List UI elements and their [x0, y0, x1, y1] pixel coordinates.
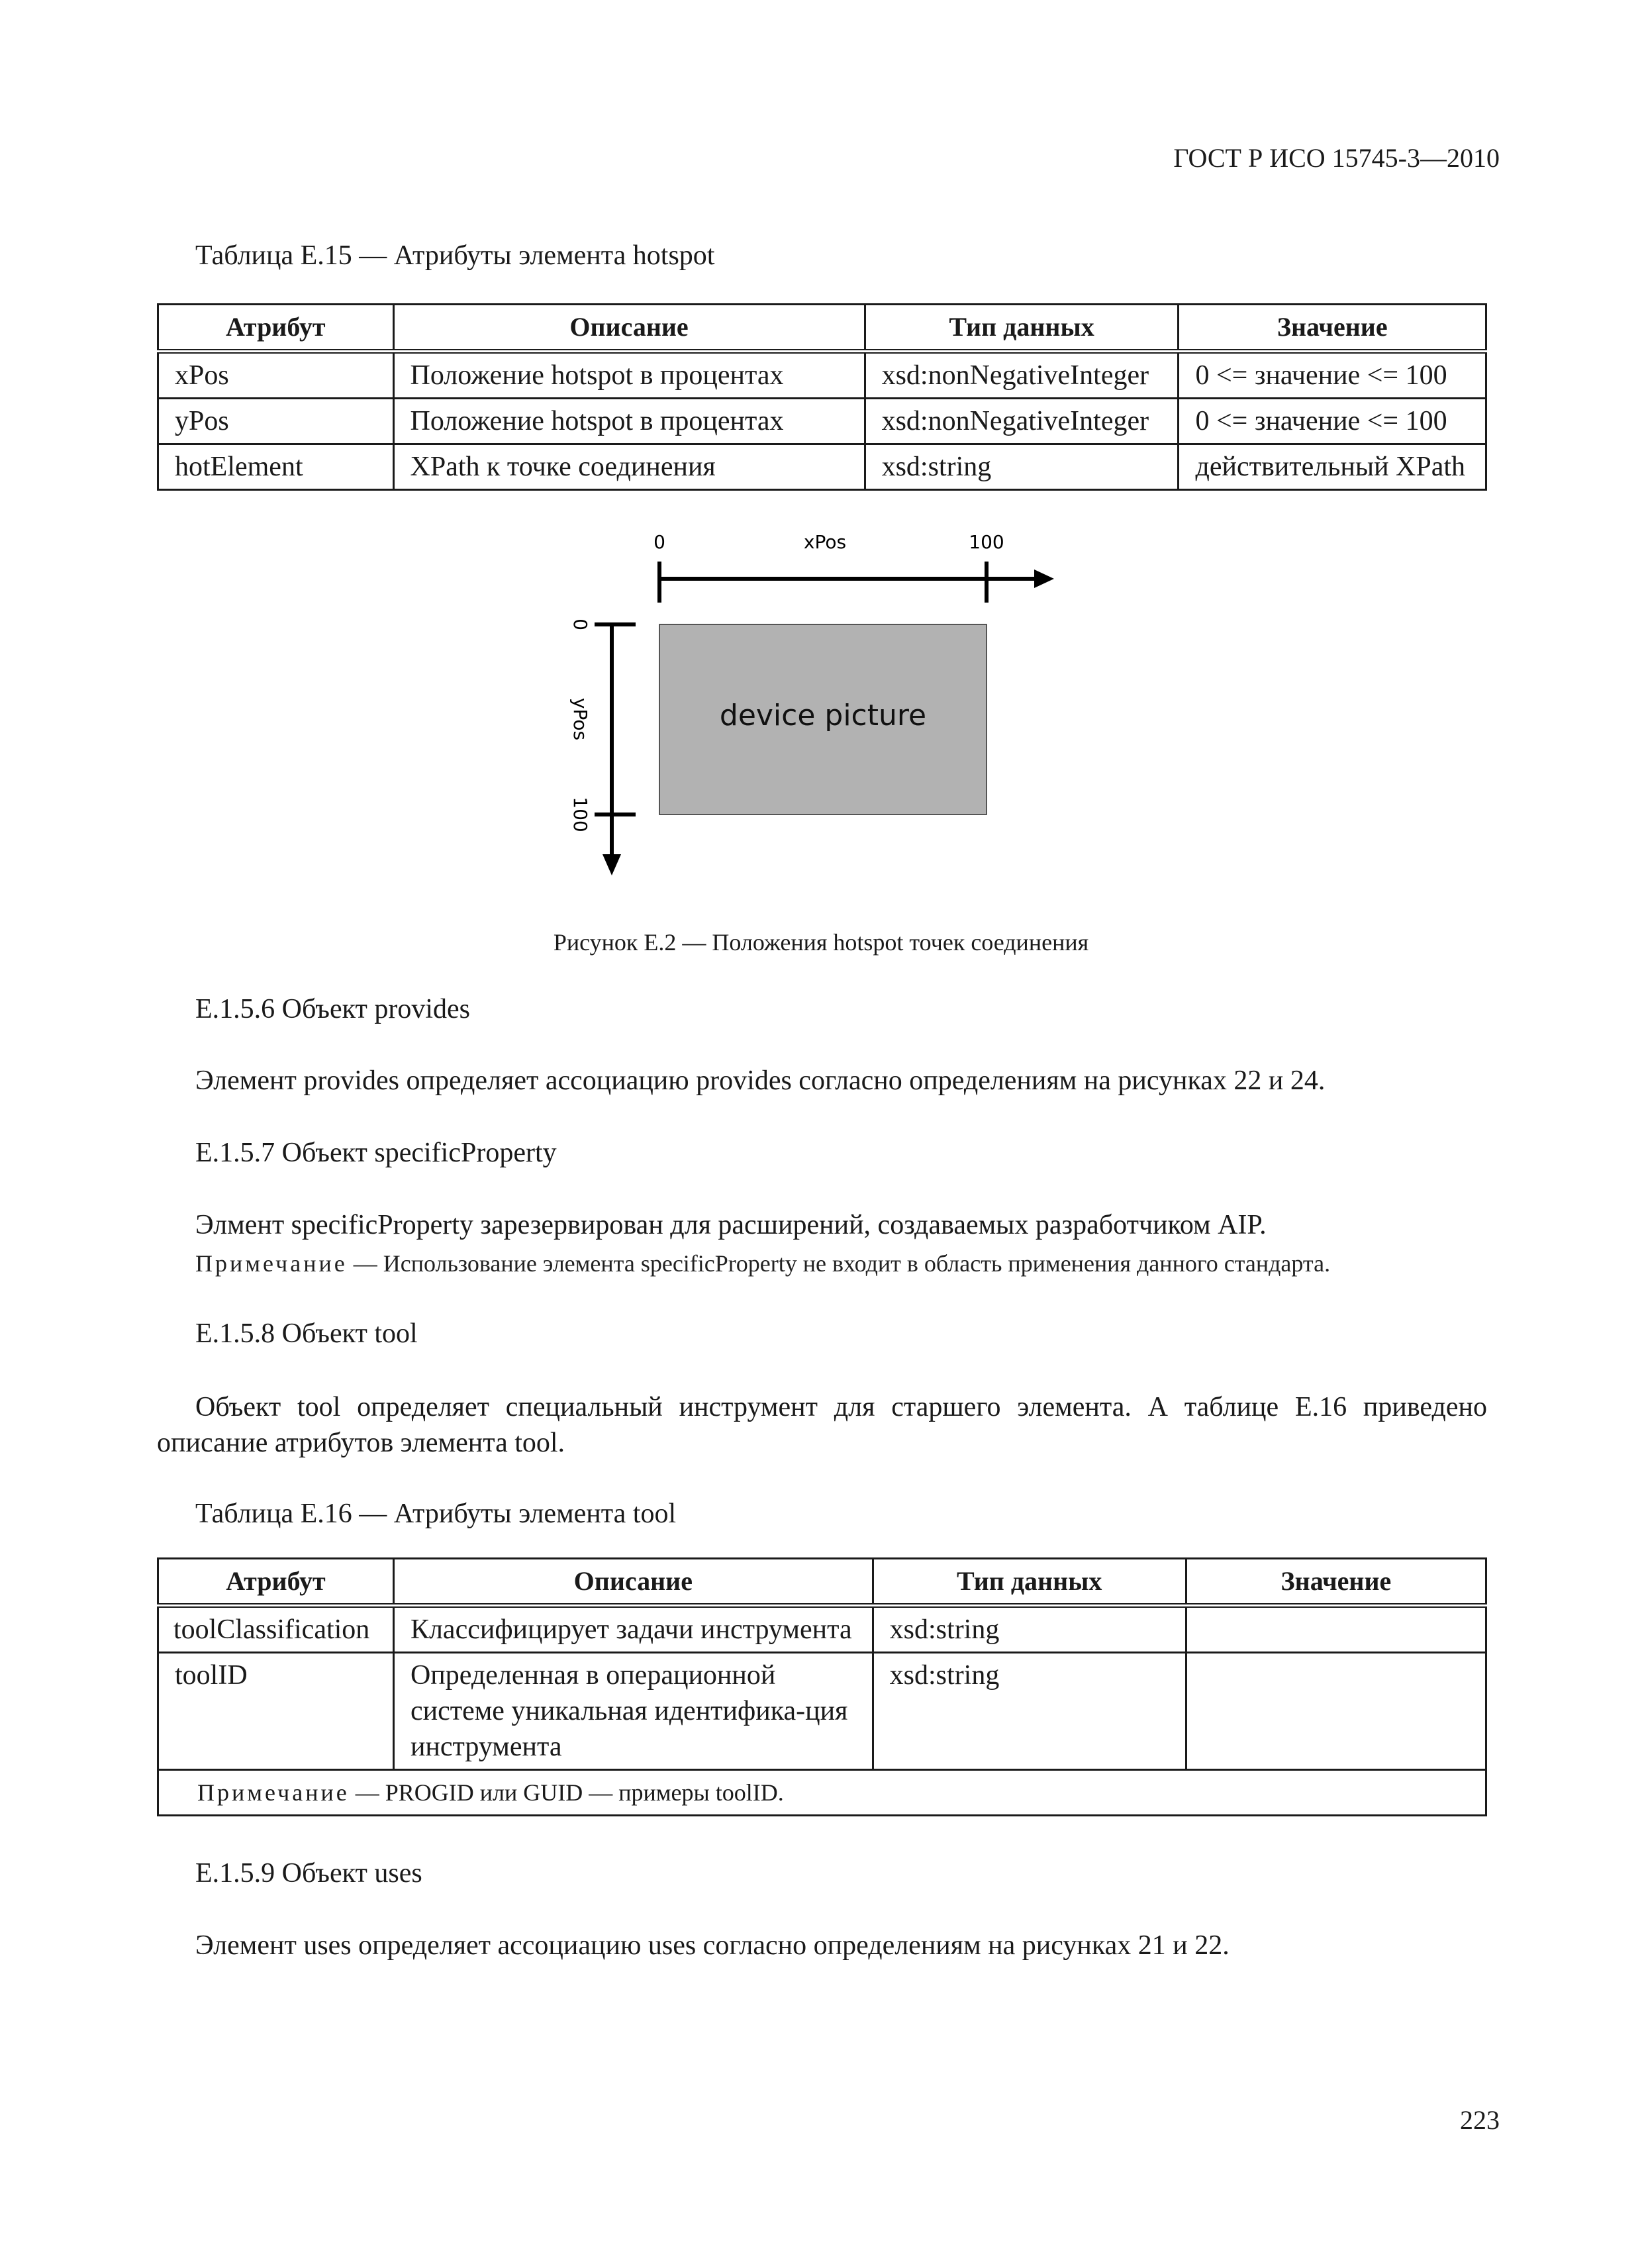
table-row	[158, 1653, 1486, 1770]
table-15	[157, 303, 1487, 491]
x-axis-label: xPos	[803, 531, 847, 553]
table-cell: xsd:nonNegativeInteger	[865, 352, 1179, 399]
note-label: Примечание	[195, 1250, 348, 1277]
column-header: Значение	[1186, 1559, 1486, 1606]
table-cell: 0 <= значение <= 100	[1179, 399, 1486, 444]
x-end-label: 100	[969, 531, 1004, 553]
note-text: — PROGID или GUID — примеры toolID.	[349, 1779, 784, 1806]
table-cell: xPos	[158, 352, 394, 399]
table-16-caption: Таблица Е.16 — Атрибуты элемента tool	[195, 1499, 677, 1529]
table-cell: yPos	[158, 399, 394, 444]
y-axis-label: yPos	[569, 697, 591, 741]
table-row	[158, 444, 1486, 490]
column-header: Описание	[393, 1559, 873, 1606]
table-note-row	[158, 1770, 1486, 1816]
note-label: Примечание	[197, 1779, 350, 1806]
table-row	[158, 1606, 1486, 1653]
table-cell: xsd:nonNegativeInteger	[865, 399, 1179, 444]
column-header: Тип данных	[873, 1559, 1186, 1606]
device-picture-label: device picture	[719, 699, 927, 732]
table-row	[158, 352, 1486, 399]
column-header: Значение	[1179, 305, 1486, 352]
note	[195, 1250, 1330, 1277]
table-cell: xsd:string	[873, 1653, 1186, 1770]
table-cell: Положение hotspot в процентах	[393, 399, 865, 444]
table-cell: Положение hotspot в процентах	[393, 352, 865, 399]
column-header: Тип данных	[865, 305, 1179, 352]
document-header: ГОСТ Р ИСО 15745-3—2010	[1173, 143, 1500, 173]
table-cell	[1186, 1606, 1486, 1653]
hotspot-figure	[556, 523, 1059, 881]
table-cell: xsd:string	[865, 444, 1179, 490]
table-cell: xsd:string	[873, 1606, 1186, 1653]
x-start-label: 0	[653, 531, 665, 553]
table-15-caption: Таблица Е.15 — Атрибуты элемента hotspot	[195, 240, 715, 271]
y-end-label: 100	[569, 797, 591, 832]
column-header: Описание	[393, 305, 865, 352]
table-cell: XPath к точке соединения	[393, 444, 865, 490]
table-cell	[1186, 1653, 1486, 1770]
column-header: Атрибут	[158, 1559, 394, 1606]
note-text: — Использование элемента specificProperty не входит в область применения данного стандарта.	[347, 1250, 1331, 1277]
section-heading: Е.1.5.8 Объект tool	[195, 1318, 418, 1349]
paragraph: Элемент provides определяет ассоциацию provides согласно определениям на рисунках 22 и 24.	[195, 1065, 1326, 1096]
y-start-label: 0	[569, 618, 591, 630]
table-cell: 0 <= значение <= 100	[1179, 352, 1486, 399]
section-heading: Е.1.5.7 Объект specificProperty	[195, 1138, 557, 1168]
table-cell: toolID	[158, 1653, 394, 1770]
table-cell: Классифицирует задачи инструмента	[393, 1606, 873, 1653]
section-heading: Е.1.5.6 Объект provides	[195, 994, 471, 1024]
table-row	[158, 399, 1486, 444]
paragraph: Элемент uses определяет ассоциацию uses согласно определениям на рисунках 21 и 22.	[195, 1930, 1230, 1961]
paragraph: Объект tool определяет специальный инструмент для старшего элемента. А таблице Е.16 приведено описание атрибутов элемента tool.	[157, 1392, 1487, 1458]
table-note	[158, 1770, 1486, 1816]
table-16	[157, 1557, 1487, 1816]
figure-caption: Рисунок Е.2 — Положения hotspot точек соединения	[553, 929, 1089, 956]
column-header: Атрибут	[158, 305, 394, 352]
section-heading: Е.1.5.9 Объект uses	[195, 1858, 422, 1889]
page-number: 223	[1460, 2105, 1500, 2135]
x-arrowhead-icon	[1034, 569, 1054, 588]
paragraph: Элмент specificProperty зарезервирован для расширений, создаваемых разработчиком AIP.	[195, 1210, 1267, 1240]
table-cell: действительный XPath	[1179, 444, 1486, 490]
table-cell: Определенная в операционной системе уникальная идентифика-ция инструмента	[393, 1653, 873, 1770]
y-arrowhead-icon	[603, 854, 621, 875]
table-cell: toolClassification	[158, 1606, 394, 1653]
table-cell: hotElement	[158, 444, 394, 490]
